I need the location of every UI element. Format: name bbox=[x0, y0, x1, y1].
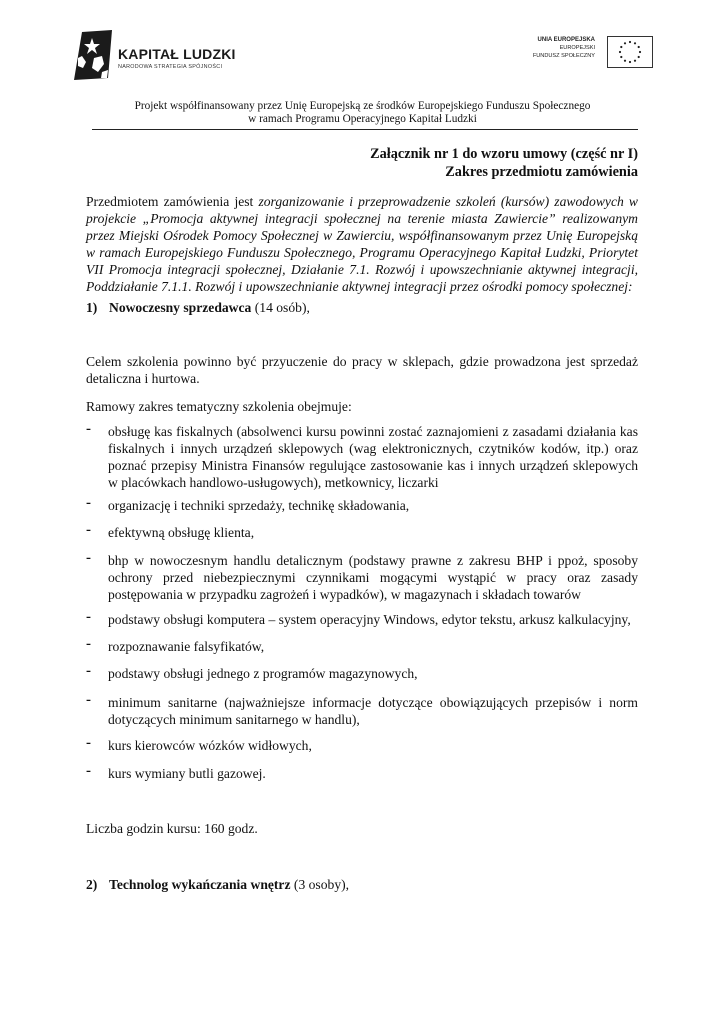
kapital-ludzki-title: KAPITAŁ LUDZKI bbox=[118, 46, 236, 62]
list-item-text: kurs kierowców wózków widłowych, bbox=[108, 738, 312, 753]
list-item-text: bhp w nowoczesnym handlu detalicznym (podstawy prawne z zakresu BHP i ppoż, sposoby ochrony przed niebezpiecznymi czynnikami mogącymi wystąpić w pracy oraz zasady postępowania w przypadku zagrożeń i wypadków), w magazynach i składach towarów bbox=[108, 553, 638, 602]
section-2-heading bbox=[86, 876, 349, 893]
list-item bbox=[86, 694, 638, 728]
intro-plain: Przedmiotem zamówienia jest bbox=[86, 194, 259, 209]
dash-bullet: - bbox=[86, 421, 91, 437]
section-2-count: (3 osoby), bbox=[290, 877, 350, 892]
dash-bullet: - bbox=[86, 692, 91, 708]
eu-logo bbox=[525, 36, 653, 70]
list-item-text: efektywną obsługę klienta, bbox=[108, 525, 255, 540]
project-line-1: Projekt współfinansowany przez Unię Europejską ze środków Europejskiego Funduszu Społecznego bbox=[134, 100, 591, 112]
eu-flag-icon bbox=[607, 36, 653, 68]
dash-bullet: - bbox=[86, 636, 91, 652]
list-item bbox=[86, 552, 638, 603]
project-line-2: w ramach Programu Operacyjnego Kapitał Ludzki bbox=[248, 113, 477, 125]
list-item-text: rozpoznawanie falsyfikatów, bbox=[108, 639, 265, 654]
intro-italic: zorganizowanie i przeprowadzenie szkoleń (kursów) zawodowych w projekcie „Promocja aktywnej integracji społecznej na terenie miasta Zawiercie” realizowanym przez Miejski Ośrodek Pomocy Społecznej w Zawierciu, współfinansowanym przez Unię Europejską w ramach Europejskiego Funduszu Społecznego, Programu Operacyjnego Kapitał Ludzki, Priorytet VII Promocja integracji społecznej, Działanie 7.1. Rozwój i upowszechnianie aktywnej integracji, Poddziałanie 7.1.1. Rozwój i upowszechnianie aktywnej integracji przez ośrodki pomocy społecznej: bbox=[86, 194, 638, 295]
section-2-number: 2) bbox=[86, 877, 98, 892]
header-divider bbox=[92, 129, 638, 130]
section-2-name: Technolog wykańczania wnętrz bbox=[109, 877, 291, 892]
list-item-text: obsługę kas fiskalnych (absolwenci kursu powinni zostać zaznajomieni z zasadami działania kas fiskalnych i innych urządzeń sklepowych (wag elektronicznych, czytników kodów, itp.) oraz poznać przepisy Ministra Finansów regulujące zastosowanie kas i innych urządzeń sklepowych w placówkach handlowo-usługowych), metkownicy, liczarki bbox=[108, 424, 638, 490]
section-1-hours: Liczba godzin kursu: 160 godz. bbox=[86, 821, 258, 836]
list-item-text: podstawy obsługi jednego z programów magazynowych, bbox=[108, 666, 418, 681]
eu-line-3: FUNDUSZ SPOŁECZNY bbox=[532, 53, 595, 59]
list-item bbox=[86, 665, 638, 682]
list-item bbox=[86, 497, 638, 514]
section-1-name: Nowoczesny sprzedawca bbox=[109, 300, 252, 315]
list-item bbox=[86, 611, 638, 628]
eu-line-2: EUROPEJSKI bbox=[559, 45, 595, 51]
scope-title: Zakres przedmiotu zamówienia bbox=[445, 164, 638, 180]
kapital-ludzki-logo bbox=[72, 28, 242, 83]
kapital-ludzki-emblem-icon bbox=[72, 28, 114, 82]
section-1-number: 1) bbox=[86, 300, 98, 315]
section-1-heading bbox=[86, 299, 310, 316]
project-cofinancing-note bbox=[0, 100, 725, 126]
list-item bbox=[86, 524, 638, 541]
dash-bullet: - bbox=[86, 550, 91, 566]
dash-bullet: - bbox=[86, 735, 91, 751]
list-item-text: podstawy obsługi komputera – system operacyjny Windows, edytor tekstu, arkusz kalkulacyjny, bbox=[108, 612, 631, 627]
list-item bbox=[86, 638, 638, 655]
section-1-count: (14 osób), bbox=[251, 300, 310, 315]
dash-bullet: - bbox=[86, 763, 91, 779]
annex-title: Załącznik nr 1 do wzoru umowy (część nr I) bbox=[370, 146, 638, 162]
section-1-goal: Celem szkolenia powinno być przyuczenie do pracy w sklepach, gdzie prowadzona jest sprzedaż detaliczna i hurtowa. bbox=[86, 354, 638, 386]
intro-paragraph bbox=[86, 193, 638, 296]
dash-bullet: - bbox=[86, 495, 91, 511]
list-item bbox=[86, 765, 638, 782]
list-item bbox=[86, 737, 638, 754]
eu-logo-text bbox=[533, 36, 595, 60]
kapital-ludzki-subtitle: NARODOWA STRATEGIA SPÓJNOŚCI bbox=[118, 64, 223, 70]
eu-line-1: UNIA EUROPEJSKA bbox=[537, 37, 595, 43]
list-item-text: kurs wymiany butli gazowej. bbox=[108, 766, 266, 781]
list-item-text: minimum sanitarne (najważniejsze informacje dotyczące obowiązujących przepisów i norm dotyczących minimum sanitarnego w handlu), bbox=[108, 695, 638, 727]
section-1-scope-intro: Ramowy zakres tematyczny szkolenia obejmuje: bbox=[86, 399, 352, 414]
dash-bullet: - bbox=[86, 663, 91, 679]
dash-bullet: - bbox=[86, 522, 91, 538]
list-item-text: organizację i techniki sprzedaży, technikę składowania, bbox=[108, 498, 410, 513]
dash-bullet: - bbox=[86, 609, 91, 625]
list-item bbox=[86, 423, 638, 491]
